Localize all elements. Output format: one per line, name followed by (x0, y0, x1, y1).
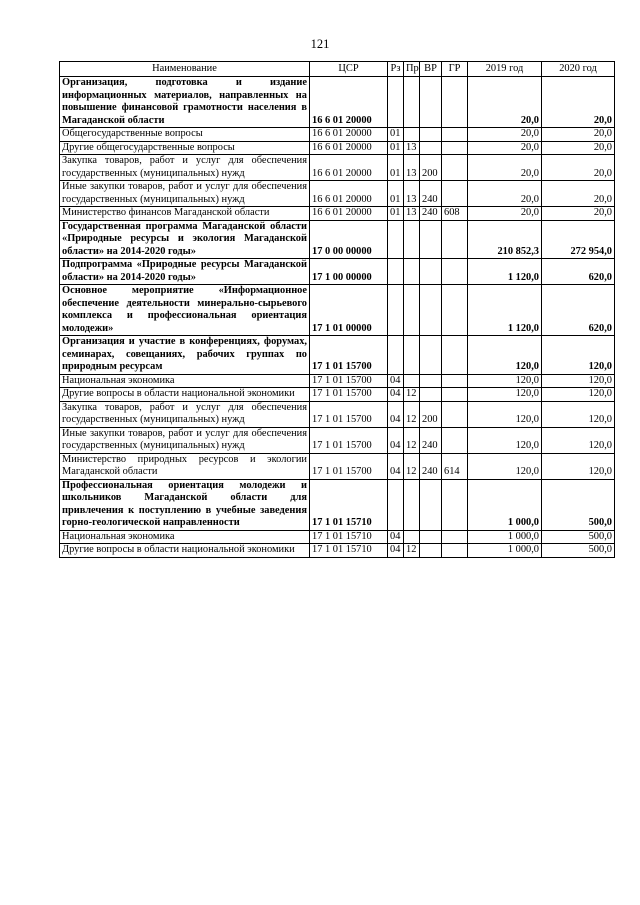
cell-gr (442, 388, 468, 402)
cell-2020: 20,0 (542, 181, 615, 207)
cell-rz (388, 77, 404, 128)
cell-name: Основное мероприятие «Информационное обеспечение деятельности минерально-сырьевого комплекса и профессиональная ориентация молодежи» (60, 285, 310, 336)
cell-rz (388, 336, 404, 375)
cell-csr: 16 6 01 20000 (310, 181, 388, 207)
cell-csr: 17 1 01 15710 (310, 479, 388, 530)
cell-pr (404, 374, 420, 388)
table-row (60, 155, 615, 181)
cell-2019: 120,0 (468, 388, 542, 402)
cell-pr (404, 259, 420, 285)
cell-gr (442, 181, 468, 207)
cell-name: Иные закупки товаров, работ и услуг для обеспечения государственных (муниципальных) нужд (60, 181, 310, 207)
header-rz: Рз (388, 62, 404, 77)
cell-vr: 200 (420, 155, 442, 181)
cell-2020: 120,0 (542, 427, 615, 453)
cell-rz: 04 (388, 401, 404, 427)
header-gr: ГР (442, 62, 468, 77)
cell-pr: 12 (404, 453, 420, 479)
cell-name: Другие вопросы в области национальной экономики (60, 388, 310, 402)
table-row (60, 427, 615, 453)
cell-name: Закупка товаров, работ и услуг для обеспечения государственных (муниципальных) нужд (60, 401, 310, 427)
cell-csr: 17 1 01 15700 (310, 401, 388, 427)
cell-2019: 120,0 (468, 401, 542, 427)
cell-rz: 01 (388, 207, 404, 221)
cell-2020: 20,0 (542, 207, 615, 221)
table-header-row (60, 62, 615, 77)
cell-2020: 500,0 (542, 479, 615, 530)
cell-vr (420, 544, 442, 558)
cell-rz: 04 (388, 544, 404, 558)
cell-2019: 120,0 (468, 374, 542, 388)
table-row (60, 401, 615, 427)
cell-csr: 16 6 01 20000 (310, 155, 388, 181)
cell-rz: 01 (388, 141, 404, 155)
cell-vr (420, 77, 442, 128)
cell-pr (404, 479, 420, 530)
cell-vr (420, 141, 442, 155)
cell-vr (420, 128, 442, 142)
cell-2019: 20,0 (468, 181, 542, 207)
table-row (60, 388, 615, 402)
cell-pr: 12 (404, 544, 420, 558)
cell-vr (420, 285, 442, 336)
cell-pr: 13 (404, 155, 420, 181)
cell-gr (442, 141, 468, 155)
cell-gr (442, 427, 468, 453)
cell-2020: 120,0 (542, 401, 615, 427)
cell-2020: 20,0 (542, 155, 615, 181)
cell-2020: 20,0 (542, 141, 615, 155)
cell-2019: 20,0 (468, 128, 542, 142)
table-row (60, 544, 615, 558)
header-pr: Пр (404, 62, 420, 77)
cell-gr (442, 374, 468, 388)
cell-rz: 01 (388, 155, 404, 181)
cell-pr (404, 128, 420, 142)
cell-pr (404, 530, 420, 544)
cell-gr (442, 128, 468, 142)
header-2019: 2019 год (468, 62, 542, 77)
table-row (60, 374, 615, 388)
cell-vr: 200 (420, 401, 442, 427)
table-row (60, 128, 615, 142)
cell-vr: 240 (420, 427, 442, 453)
cell-rz: 04 (388, 453, 404, 479)
cell-rz (388, 220, 404, 259)
cell-2020: 20,0 (542, 77, 615, 128)
table-row (60, 285, 615, 336)
table-row (60, 479, 615, 530)
cell-csr: 17 1 01 15710 (310, 544, 388, 558)
cell-csr: 17 1 01 15700 (310, 453, 388, 479)
cell-vr (420, 374, 442, 388)
cell-name: Организация, подготовка и издание информационных материалов, направленных на повышение финансовой грамотности населения в Магаданской области (60, 77, 310, 128)
cell-name: Министерство финансов Магаданской области (60, 207, 310, 221)
cell-2019: 1 000,0 (468, 479, 542, 530)
cell-pr: 12 (404, 401, 420, 427)
cell-gr (442, 479, 468, 530)
cell-name: Национальная экономика (60, 374, 310, 388)
cell-csr: 17 1 00 00000 (310, 259, 388, 285)
cell-2019: 20,0 (468, 207, 542, 221)
cell-pr (404, 336, 420, 375)
cell-vr (420, 220, 442, 259)
cell-2019: 1 000,0 (468, 530, 542, 544)
cell-name: Национальная экономика (60, 530, 310, 544)
cell-vr: 240 (420, 207, 442, 221)
cell-2020: 620,0 (542, 285, 615, 336)
cell-gr (442, 220, 468, 259)
cell-csr: 17 1 01 00000 (310, 285, 388, 336)
cell-csr: 16 6 01 20000 (310, 207, 388, 221)
cell-2019: 1 000,0 (468, 544, 542, 558)
cell-rz (388, 259, 404, 285)
table-row (60, 207, 615, 221)
table-row (60, 259, 615, 285)
cell-2020: 500,0 (542, 530, 615, 544)
cell-name: Профессиональная ориентация молодежи и школьников Магаданской области для привлечения к поступлению в учебные заведения горно-геологической направленности (60, 479, 310, 530)
cell-gr (442, 336, 468, 375)
cell-vr (420, 479, 442, 530)
cell-rz: 01 (388, 181, 404, 207)
table-row (60, 220, 615, 259)
cell-name: Министерство природных ресурсов и экологии Магаданской области (60, 453, 310, 479)
page-number: 121 (310, 37, 330, 51)
table-row (60, 77, 615, 128)
cell-rz: 04 (388, 374, 404, 388)
cell-name: Закупка товаров, работ и услуг для обеспечения государственных (муниципальных) нужд (60, 155, 310, 181)
cell-2019: 1 120,0 (468, 259, 542, 285)
cell-name: Другие вопросы в области национальной экономики (60, 544, 310, 558)
cell-gr (442, 155, 468, 181)
header-csr: ЦСР (310, 62, 388, 77)
cell-vr (420, 259, 442, 285)
cell-2019: 20,0 (468, 141, 542, 155)
cell-rz (388, 285, 404, 336)
cell-csr: 16 6 01 20000 (310, 141, 388, 155)
cell-gr (442, 530, 468, 544)
cell-vr: 240 (420, 181, 442, 207)
cell-name: Подпрограмма «Природные ресурсы Магаданской области» на 2014-2020 годы» (60, 259, 310, 285)
cell-pr: 13 (404, 181, 420, 207)
cell-rz: 04 (388, 427, 404, 453)
cell-2020: 120,0 (542, 336, 615, 375)
cell-pr (404, 220, 420, 259)
cell-rz: 01 (388, 128, 404, 142)
cell-csr: 17 1 01 15700 (310, 388, 388, 402)
cell-gr: 614 (442, 453, 468, 479)
cell-2019: 1 120,0 (468, 285, 542, 336)
header-vr: ВР (420, 62, 442, 77)
cell-gr (442, 544, 468, 558)
cell-csr: 17 0 00 00000 (310, 220, 388, 259)
cell-name: Государственная программа Магаданской области «Природные ресурсы и экология Магаданской области» на 2014-2020 годы» (60, 220, 310, 259)
cell-gr (442, 401, 468, 427)
cell-name: Организация и участие в конференциях, форумах, семинарах, совещаниях, рабочих группах по природным ресурсам (60, 336, 310, 375)
cell-csr: 16 6 01 20000 (310, 77, 388, 128)
cell-pr: 12 (404, 388, 420, 402)
budget-table (59, 61, 615, 558)
cell-gr: 608 (442, 207, 468, 221)
cell-csr: 17 1 01 15700 (310, 374, 388, 388)
cell-vr (420, 388, 442, 402)
cell-csr: 17 1 01 15700 (310, 427, 388, 453)
cell-2020: 120,0 (542, 453, 615, 479)
cell-2019: 210 852,3 (468, 220, 542, 259)
cell-2019: 120,0 (468, 336, 542, 375)
cell-2019: 20,0 (468, 155, 542, 181)
cell-gr (442, 285, 468, 336)
cell-pr (404, 285, 420, 336)
cell-rz (388, 479, 404, 530)
table-row (60, 141, 615, 155)
cell-csr: 17 1 01 15710 (310, 530, 388, 544)
table-body (60, 77, 615, 558)
cell-vr (420, 530, 442, 544)
cell-2019: 20,0 (468, 77, 542, 128)
cell-2020: 500,0 (542, 544, 615, 558)
cell-2020: 120,0 (542, 388, 615, 402)
cell-gr (442, 77, 468, 128)
header-2020: 2020 год (542, 62, 615, 77)
cell-pr: 13 (404, 207, 420, 221)
table-row (60, 530, 615, 544)
table-row (60, 336, 615, 375)
cell-2020: 272 954,0 (542, 220, 615, 259)
cell-pr: 12 (404, 427, 420, 453)
cell-csr: 16 6 01 20000 (310, 128, 388, 142)
cell-rz: 04 (388, 530, 404, 544)
header-name: Наименование (60, 62, 310, 77)
cell-name: Иные закупки товаров, работ и услуг для обеспечения государственных (муниципальных) нужд (60, 427, 310, 453)
cell-name: Общегосударственные вопросы (60, 128, 310, 142)
cell-name: Другие общегосударственные вопросы (60, 141, 310, 155)
cell-2020: 620,0 (542, 259, 615, 285)
cell-2019: 120,0 (468, 453, 542, 479)
cell-vr: 240 (420, 453, 442, 479)
cell-2020: 120,0 (542, 374, 615, 388)
cell-vr (420, 336, 442, 375)
cell-2020: 20,0 (542, 128, 615, 142)
table-row (60, 453, 615, 479)
cell-rz: 04 (388, 388, 404, 402)
cell-gr (442, 259, 468, 285)
table-row (60, 181, 615, 207)
cell-pr: 13 (404, 141, 420, 155)
cell-pr (404, 77, 420, 128)
cell-2019: 120,0 (468, 427, 542, 453)
cell-csr: 17 1 01 15700 (310, 336, 388, 375)
